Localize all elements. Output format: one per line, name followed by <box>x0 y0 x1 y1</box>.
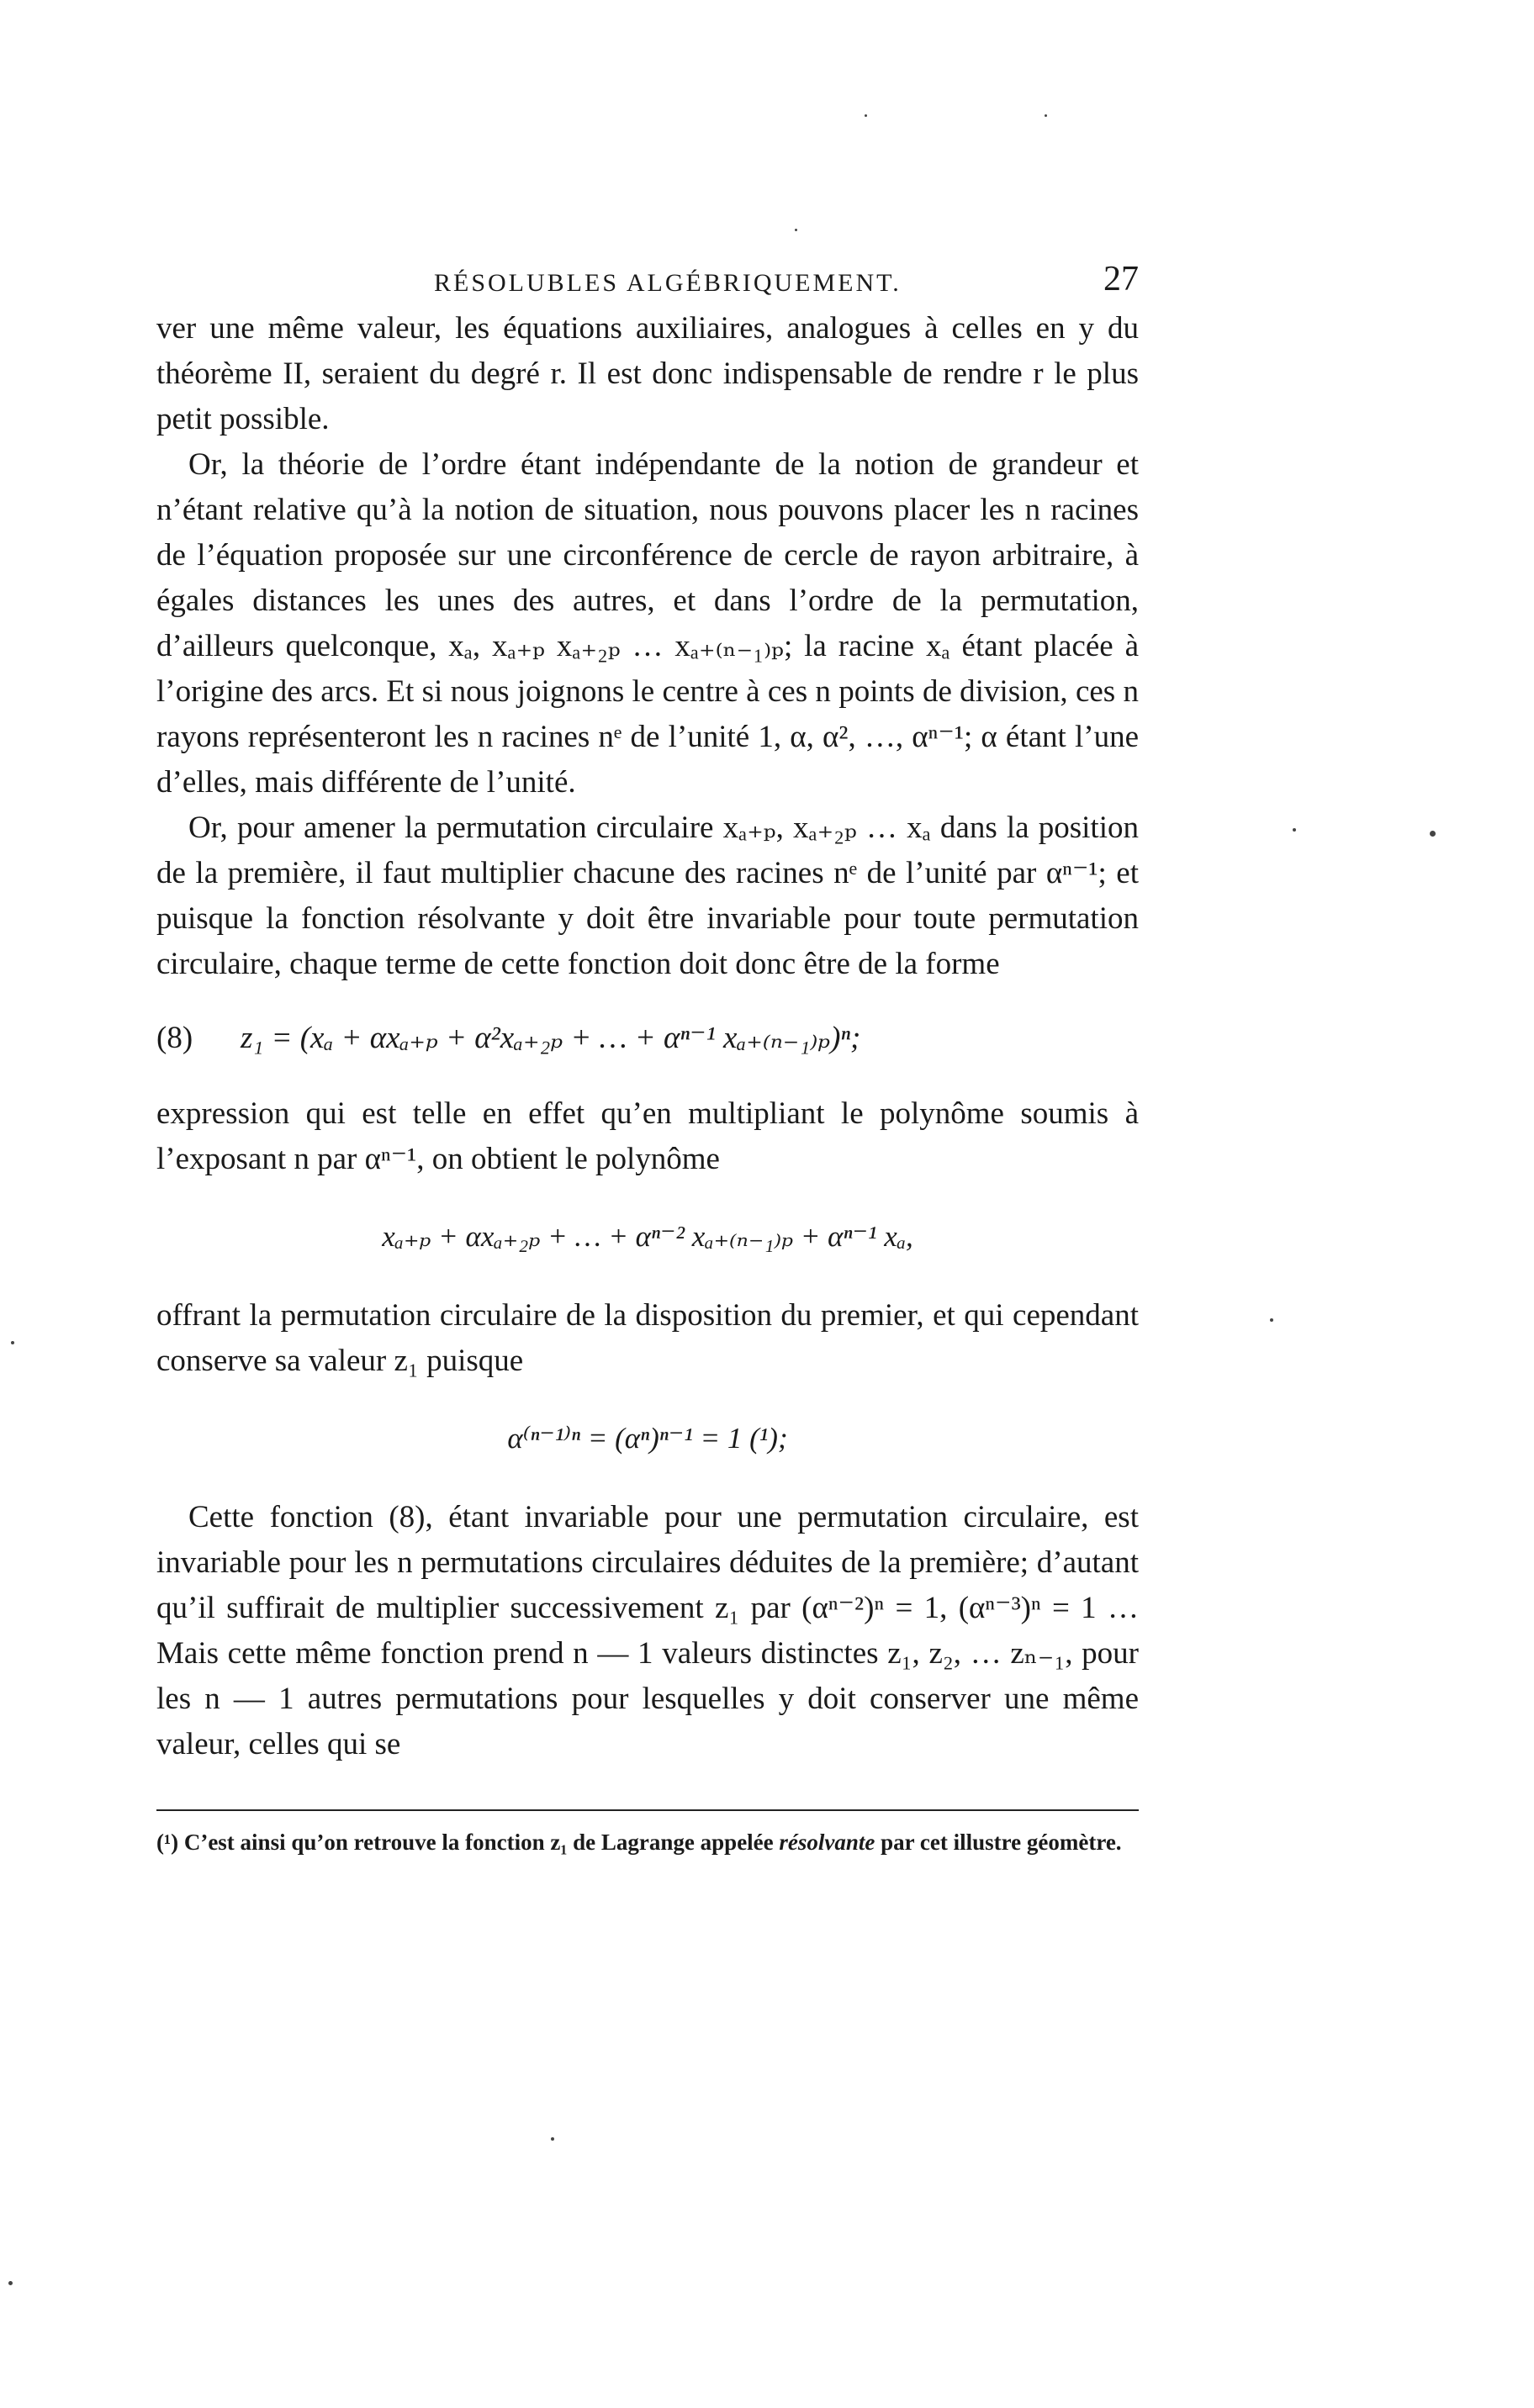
running-title: RÉSOLUBLES ALGÉBRIQUEMENT. <box>434 269 902 297</box>
page-number: 27 <box>1103 260 1139 298</box>
scan-speck <box>8 2281 13 2285</box>
paragraph-theory-of-order: Or, la théorie de l’ordre étant indépendante de la notion de grandeur et n’étant relative qu’à la notion de situation, nous pouvons placer les n racines de l’équation proposée sur une circonférence de cercle de rayon arbitraire, à égales distances les unes des autres, et dans l’ordre de la permutation, d’ailleurs quelconque, xₐ, xₐ₊ₚ xₐ₊₂ₚ … xₐ₊₍ₙ₋₁₎ₚ; la racine xₐ étant placée à l’origine des arcs. Et si nous joignons le centre à ces n points de division, ces n rayons représenteront les n racines nᵉ de l’unité 1, α, α², …, αⁿ⁻¹; α étant l’une d’elles, mais différente de l’unité. <box>156 447 1139 800</box>
footnote-rule <box>156 1809 1139 1811</box>
paragraph-continuation: ver une même valeur, les équations auxiliaires, analogues à celles en y du théorème II, seraient du degré r. Il est donc indispensable de rendre r le plus petit possible. <box>156 311 1139 436</box>
paragraph-invariance: Cette fonction (8), étant invariable pour une permutation circulaire, est invariable pour les n permutations circulaires déduites de la première; d’autant qu’il suffirait de multiplier successivement z₁ par (αⁿ⁻²)ⁿ = 1, (αⁿ⁻³)ⁿ = 1 … Mais cette même fonction prend n — 1 valeurs distinctes z₁, z₂, … zₙ₋₁, pour les n — 1 autres permutations pour lesquelles y doit conserver une même valeur, celles qui se <box>156 1500 1139 1761</box>
equation-8 <box>156 1016 1139 1061</box>
paragraph-offering: offrant la permutation circulaire de la disposition du premier, et qui cependant conserve sa valeur z₁ puisque <box>156 1298 1139 1378</box>
scan-speck <box>795 229 797 231</box>
footnote <box>156 1828 1139 1856</box>
paragraph-expression: expression qui est telle en effet qu’en multipliant le polynôme soumis à l’exposant n par αⁿ⁻¹, on obtient le polynôme <box>156 1096 1139 1176</box>
scan-speck <box>1293 828 1296 832</box>
footnote-text-after: par cet illustre géomètre. <box>875 1830 1122 1855</box>
equation-identity: α⁽ⁿ⁻¹⁾ⁿ = (αⁿ)ⁿ⁻¹ = 1 (¹); <box>507 1422 788 1455</box>
book-page <box>156 252 1139 1879</box>
equation-8-body: z₁ = (xₐ + αxₐ₊ₚ + α²xₐ₊₂ₚ + … + αⁿ⁻¹ xₐ₊₍ₙ₋₁₎ₚ)ⁿ; <box>241 1021 861 1055</box>
scan-speck <box>1270 1318 1273 1322</box>
footnote-marker: (¹) <box>156 1830 179 1855</box>
paragraph-circular-permutation: Or, pour amener la permutation circulaire xₐ₊ₚ, xₐ₊₂ₚ … xₐ dans la position de la première, il faut multiplier chacune des racines nᵉ de l’unité par αⁿ⁻¹; et puisque la fonction résolvante y doit être invariable pour toute permutation circulaire, chaque terme de cette fonction doit donc être de la forme <box>156 811 1139 981</box>
scan-speck <box>865 114 867 117</box>
footnote-emphasis: résolvante <box>779 1830 875 1855</box>
page-header <box>156 252 1139 303</box>
footnote-text-before: C’est ainsi qu’on retrouve la fonction z₁ de Lagrange appelée <box>178 1830 780 1855</box>
scan-speck <box>1045 114 1047 117</box>
equation-polynomial: xₐ₊ₚ + αxₐ₊₂ₚ + … + αⁿ⁻² xₐ₊₍ₙ₋₁₎ₚ + αⁿ⁻¹ xₐ, <box>382 1220 913 1253</box>
scan-speck <box>11 1341 14 1344</box>
equation-number: (8) <box>156 1021 193 1055</box>
scan-speck <box>551 2137 554 2141</box>
scan-speck <box>1430 831 1436 837</box>
